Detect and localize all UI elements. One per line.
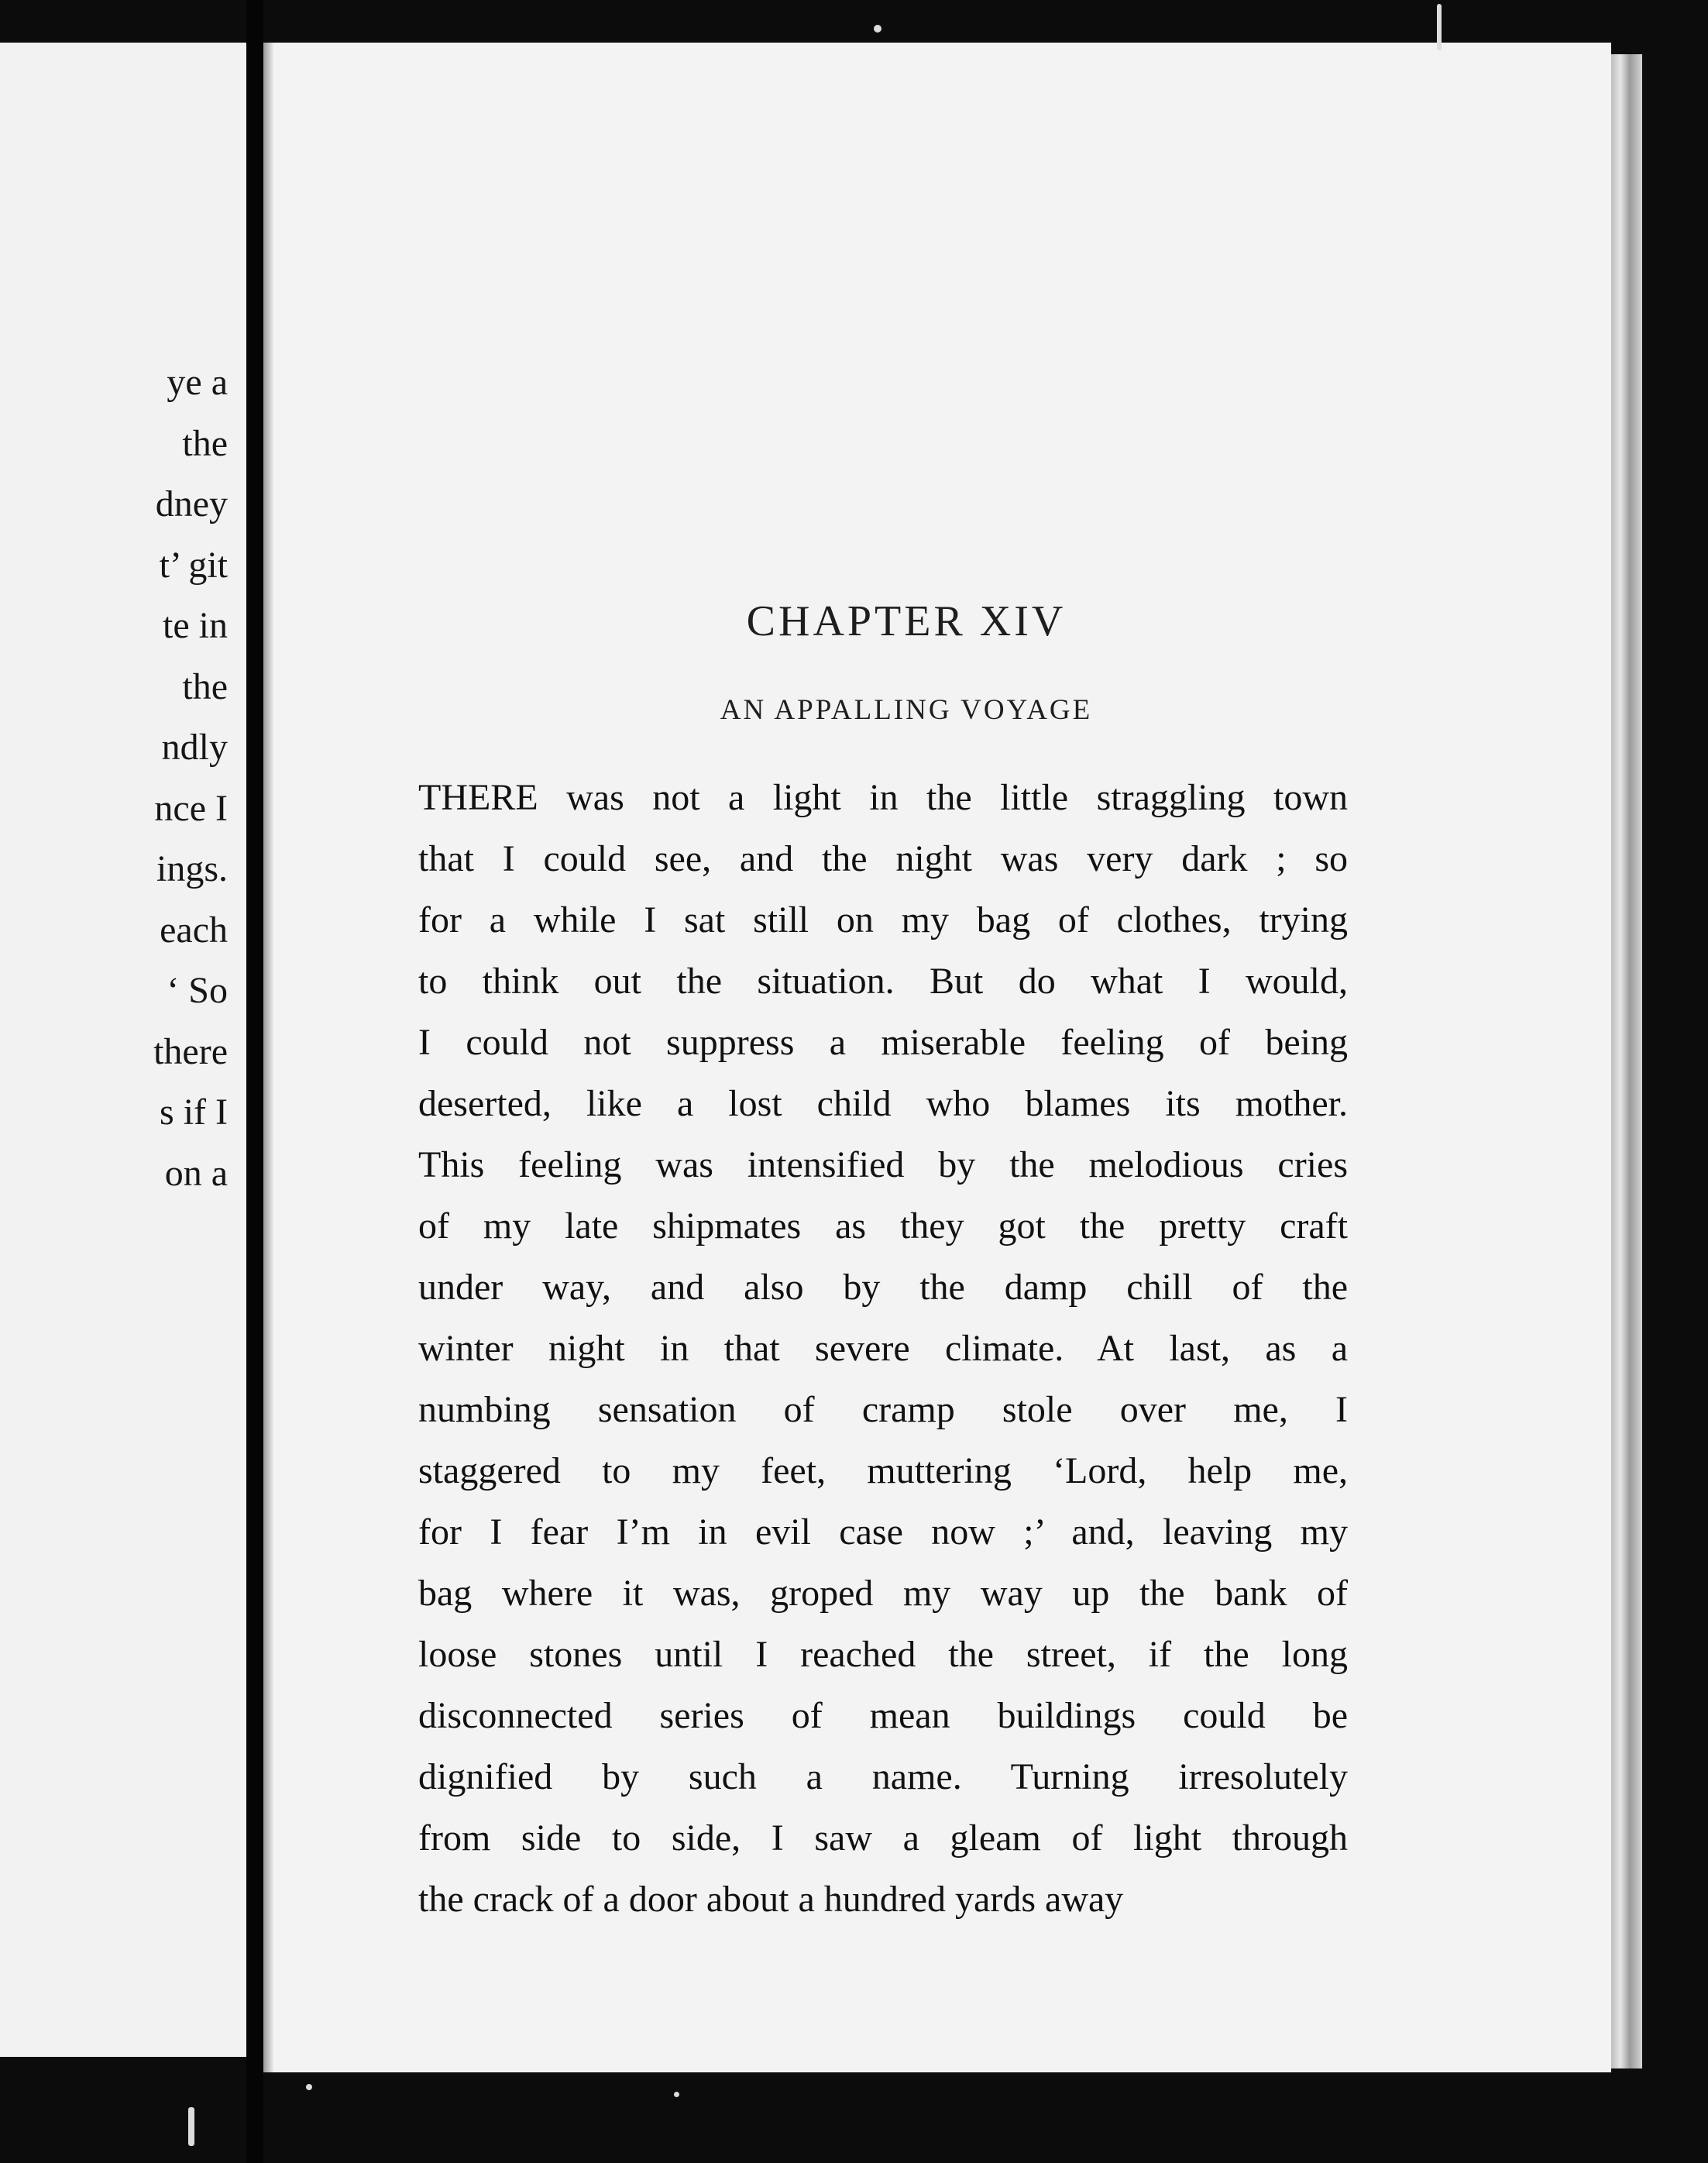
left-fragment-line: t’ git [159,544,228,586]
text-line: bag where it was, groped my way up the bank of [418,1573,1348,1614]
text-line: that I could see, and the night was very dark ; so [418,838,1348,879]
text-line: I could not suppress a miserable feeling of being [418,1022,1348,1063]
left-fragment-line: nce I [154,787,228,829]
text-line: numbing sensation of cramp stole over me, I [418,1389,1348,1430]
left-fragment-line: on a [164,1152,228,1194]
scan-speck [188,2107,194,2146]
book-gutter [246,0,263,2163]
left-fragment-line: ings. [156,848,228,889]
text-line: loose stones until I reached the street, if the long [418,1634,1348,1675]
text-line: the crack of a door about a hundred yards away [418,1879,1124,1920]
text-line: dignified by such a name. Turning irresolutely [418,1756,1348,1797]
left-fragment-line: ye a [167,362,228,403]
text-line: winter night in that severe climate. At last, as a [418,1328,1348,1369]
left-fragment-line: te in [163,605,228,646]
text-line: from side to side, I saw a gleam of light through [418,1817,1348,1859]
left-page [0,43,246,2057]
left-fragment-line: there [153,1030,228,1072]
text-line: under way, and also by the damp chill of the [418,1267,1348,1308]
chapter-body-text [418,767,1348,1930]
left-fragment-line: each [160,909,228,951]
text-line: deserted, like a lost child who blames its mother. [418,1083,1348,1124]
scan-speck [1437,4,1442,50]
text-line: for I fear I’m in evil case now ;’ and, leaving my [418,1511,1348,1553]
spine-shadow [263,43,274,2072]
page-edge [1611,54,1642,2068]
chapter-heading: CHAPTER XIV [746,597,1067,645]
text-line: THERE was not a light in the little straggling town [418,777,1348,818]
text-line: disconnected series of mean buildings could be [418,1695,1348,1736]
chapter-subtitle: AN APPALLING VOYAGE [720,694,1093,726]
text-line: to think out the situation. But do what I would, [418,961,1348,1002]
left-fragment-line: dney [155,483,228,524]
left-fragment-line: s if I [160,1092,228,1133]
left-fragment-line: the [182,422,228,464]
scan-speck [306,2084,312,2090]
scan-speck [874,25,881,33]
left-fragment-line: ‘ So [167,970,228,1011]
text-line: staggered to my feet, muttering ‘Lord, help me, [418,1450,1348,1491]
text-line: This feeling was intensified by the melodious cries [418,1144,1348,1185]
left-fragment-line: the [182,665,228,707]
left-page-text-fragments [153,352,228,1204]
left-fragment-line: ndly [161,727,228,768]
text-line: of my late shipmates as they got the pretty craft [418,1205,1348,1247]
scan-speck [674,2092,679,2097]
text-line: for a while I sat still on my bag of clothes, trying [418,899,1348,941]
